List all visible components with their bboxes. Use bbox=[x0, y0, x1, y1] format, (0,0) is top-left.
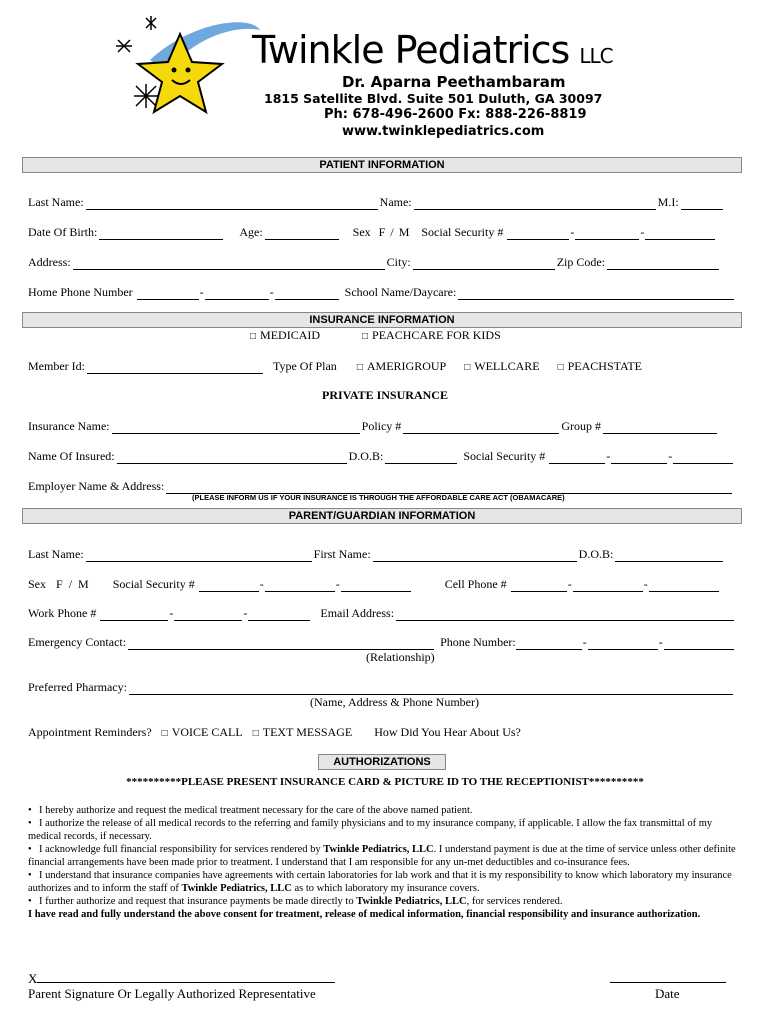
checkbox-icon[interactable]: □ bbox=[161, 728, 168, 739]
checkbox-icon[interactable]: □ bbox=[250, 331, 257, 342]
guardian-sex-label: Sex bbox=[28, 577, 46, 591]
authorization-bullet-1: • I hereby authorize and request the medical treatment necessary for the care of the above named patient. bbox=[28, 805, 473, 816]
consent-statement: I have read and fully understand the above consent for treatment, release of medical information, financial responsibility and insurance authorization. bbox=[28, 909, 701, 920]
patient-last-name-field[interactable] bbox=[86, 197, 378, 210]
text-message-option[interactable]: □ TEXT MESSAGE bbox=[252, 725, 353, 739]
practice-address: 1815 Satellite Blvd. Suite 501 Duluth, GA 30097 bbox=[264, 91, 603, 106]
patient-name-field[interactable] bbox=[414, 197, 656, 210]
emergency-phone-part1[interactable] bbox=[516, 637, 582, 650]
insured-dob-field[interactable] bbox=[385, 451, 457, 464]
policy-field[interactable] bbox=[403, 421, 559, 434]
patient-zip-field[interactable] bbox=[607, 257, 719, 270]
patient-school-field[interactable] bbox=[458, 287, 734, 300]
guardian-row-5: Preferred Pharmacy: bbox=[28, 679, 742, 695]
cell-phone-part2[interactable] bbox=[573, 579, 643, 592]
patient-sex-f[interactable]: F bbox=[378, 225, 386, 239]
guardian-ssn-part3[interactable] bbox=[341, 579, 411, 592]
peachcare-option[interactable]: □ PEACHCARE FOR KIDS bbox=[362, 328, 501, 342]
insured-ssn-part2[interactable] bbox=[611, 451, 667, 464]
pharmacy-hint: (Name, Address & Phone Number) bbox=[310, 695, 479, 709]
insurance-row-name: Insurance Name: Policy # Group # bbox=[28, 418, 742, 434]
guardian-row-1: Last Name: First Name: D.O.B: bbox=[28, 546, 742, 562]
wellcare-option[interactable]: □ WELLCARE bbox=[464, 359, 540, 373]
date-line[interactable] bbox=[610, 970, 726, 987]
work-phone-part2[interactable] bbox=[174, 608, 242, 621]
checkbox-icon[interactable]: □ bbox=[464, 362, 471, 373]
guardian-sex-m[interactable]: M bbox=[78, 577, 89, 591]
signature-line[interactable]: X bbox=[28, 970, 335, 987]
checkbox-icon[interactable]: □ bbox=[356, 362, 363, 373]
receptionist-notice: **********PLEASE PRESENT INSURANCE CARD & PICTURE ID TO THE RECEPTIONIST********** bbox=[126, 776, 644, 788]
insurance-row-employer: Employer Name & Address: bbox=[28, 478, 742, 494]
insurance-section-header: INSURANCE INFORMATION bbox=[22, 312, 742, 328]
checkbox-icon[interactable]: □ bbox=[362, 331, 369, 342]
patient-address-field[interactable] bbox=[73, 257, 385, 270]
insurance-row-member: Member Id: Type Of Plan □ AMERIGROUP □ WELLCARE □ PEACHSTATE bbox=[28, 359, 643, 373]
patient-phone-part2[interactable] bbox=[205, 287, 269, 300]
authorizations-section-header: AUTHORIZATIONS bbox=[318, 754, 446, 770]
logo bbox=[110, 12, 260, 142]
patient-ssn-part1[interactable] bbox=[507, 227, 569, 240]
patient-sex-m[interactable]: M bbox=[398, 225, 410, 239]
guardian-dob-field[interactable] bbox=[615, 549, 723, 562]
patient-phone-part3[interactable] bbox=[275, 287, 339, 300]
practice-name: Twinkle Pediatrics LLC bbox=[252, 28, 613, 72]
work-phone-part3[interactable] bbox=[248, 608, 310, 621]
patient-mi-field[interactable] bbox=[681, 197, 723, 210]
pharmacy-field[interactable] bbox=[129, 682, 733, 695]
patient-row-3: Address: City: Zip Code: bbox=[28, 254, 742, 270]
emergency-phone-part3[interactable] bbox=[664, 637, 734, 650]
practice-website: www.twinklepediatrics.com bbox=[342, 124, 545, 139]
hear-about-label: How Did You Hear About Us? bbox=[374, 725, 521, 739]
authorization-bullet-4: • I understand that insurance companies have agreements with certain laboratories for lab work and that it is my responsibility to know which laboratory my insurance authorizes and to inform the staff of Twinkle Pediatrics, LLC as to which laboratory my insurance covers. bbox=[28, 870, 732, 894]
emergency-phone-part2[interactable] bbox=[588, 637, 658, 650]
patient-phone-part1[interactable] bbox=[137, 287, 199, 300]
group-field[interactable] bbox=[603, 421, 717, 434]
patient-ssn-part3[interactable] bbox=[645, 227, 715, 240]
patient-ssn-part2[interactable] bbox=[575, 227, 639, 240]
date-label: Date bbox=[655, 986, 680, 1001]
patient-section-header: PATIENT INFORMATION bbox=[22, 157, 742, 173]
guardian-row-3: Work Phone # - - Email Address: bbox=[28, 605, 742, 621]
guardian-section-header: PARENT/GUARDIAN INFORMATION bbox=[22, 508, 742, 524]
cell-phone-part3[interactable] bbox=[649, 579, 719, 592]
authorization-text bbox=[28, 804, 740, 921]
work-phone-part1[interactable] bbox=[100, 608, 168, 621]
peachstate-option[interactable]: □ PEACHSTATE bbox=[557, 359, 643, 373]
patient-age-field[interactable] bbox=[265, 227, 339, 240]
patient-dob-field[interactable] bbox=[99, 227, 223, 240]
patient-row-2: Date Of Birth: Age: Sex F / M Social Security # - - bbox=[28, 224, 742, 240]
insurance-row-insured: Name Of Insured: D.O.B: Social Security # - - bbox=[28, 448, 742, 464]
insured-ssn-part3[interactable] bbox=[673, 451, 733, 464]
authorization-bullet-3: • I acknowledge full financial responsibility for services rendered by Twinkle Pediatrics, LLC. I understand payment is due at the time of service unless other definite financial arrangements have been made prior to treatment. I understand that I am responsible for any un-met deductibles and co-insurance fees. bbox=[28, 844, 736, 868]
insured-ssn-part1[interactable] bbox=[549, 451, 605, 464]
guardian-ssn-part2[interactable] bbox=[265, 579, 335, 592]
guardian-row-2: Sex F / M Social Security # - - Cell Phone # - - bbox=[28, 576, 742, 592]
medicaid-option[interactable]: □ MEDICAID bbox=[250, 328, 321, 342]
relationship-hint: (Relationship) bbox=[366, 650, 435, 664]
authorization-bullet-2: • I authorize the release of all medical records to the referring and family physicians and to my insurance company, if applicable. I allow the fax transmittal of my medical records, if necessary. bbox=[28, 818, 713, 842]
doctor-name: Dr. Aparna Peethambaram bbox=[342, 73, 566, 91]
emergency-contact-field[interactable] bbox=[128, 637, 434, 650]
insured-name-field[interactable] bbox=[117, 451, 347, 464]
guardian-last-name-field[interactable] bbox=[86, 549, 312, 562]
patient-city-field[interactable] bbox=[413, 257, 555, 270]
checkbox-icon[interactable]: □ bbox=[557, 362, 564, 373]
guardian-row-6: Appointment Reminders? □ VOICE CALL □ TEXT MESSAGE How Did You Hear About Us? bbox=[28, 725, 521, 739]
cell-phone-part1[interactable] bbox=[511, 579, 567, 592]
private-insurance-title: PRIVATE INSURANCE bbox=[322, 388, 448, 402]
practice-phone-fax: Ph: 678-496-2600 Fx: 888-226-8819 bbox=[324, 107, 587, 122]
authorization-bullet-5: • I further authorize and request that insurance payments be made directly to Twinkle Pediatrics, LLC, for services rendered. bbox=[28, 896, 563, 907]
aca-note: (PLEASE INFORM US IF YOUR INSURANCE IS THROUGH THE AFFORDABLE CARE ACT (OBAMACARE) bbox=[192, 493, 565, 502]
email-field[interactable] bbox=[396, 608, 734, 621]
guardian-ssn-part1[interactable] bbox=[199, 579, 259, 592]
sparkle-shape bbox=[116, 16, 158, 108]
patient-row-1: Last Name: Name: M.I: bbox=[28, 194, 742, 210]
insurance-name-field[interactable] bbox=[112, 421, 360, 434]
voice-call-option[interactable]: □ VOICE CALL bbox=[161, 725, 243, 739]
guardian-sex-f[interactable]: F bbox=[56, 577, 63, 591]
signature-label: Parent Signature Or Legally Authorized Representative bbox=[28, 986, 316, 1001]
patient-row-4: Home Phone Number - - School Name/Daycare: bbox=[28, 284, 742, 300]
checkbox-icon[interactable]: □ bbox=[252, 728, 259, 739]
guardian-first-name-field[interactable] bbox=[373, 549, 577, 562]
guardian-row-4: Emergency Contact: Phone Number: - - bbox=[28, 634, 742, 650]
member-id-field[interactable] bbox=[87, 361, 263, 374]
amerigroup-option[interactable]: □ AMERIGROUP bbox=[356, 359, 447, 373]
patient-sex-label: Sex bbox=[352, 225, 371, 239]
